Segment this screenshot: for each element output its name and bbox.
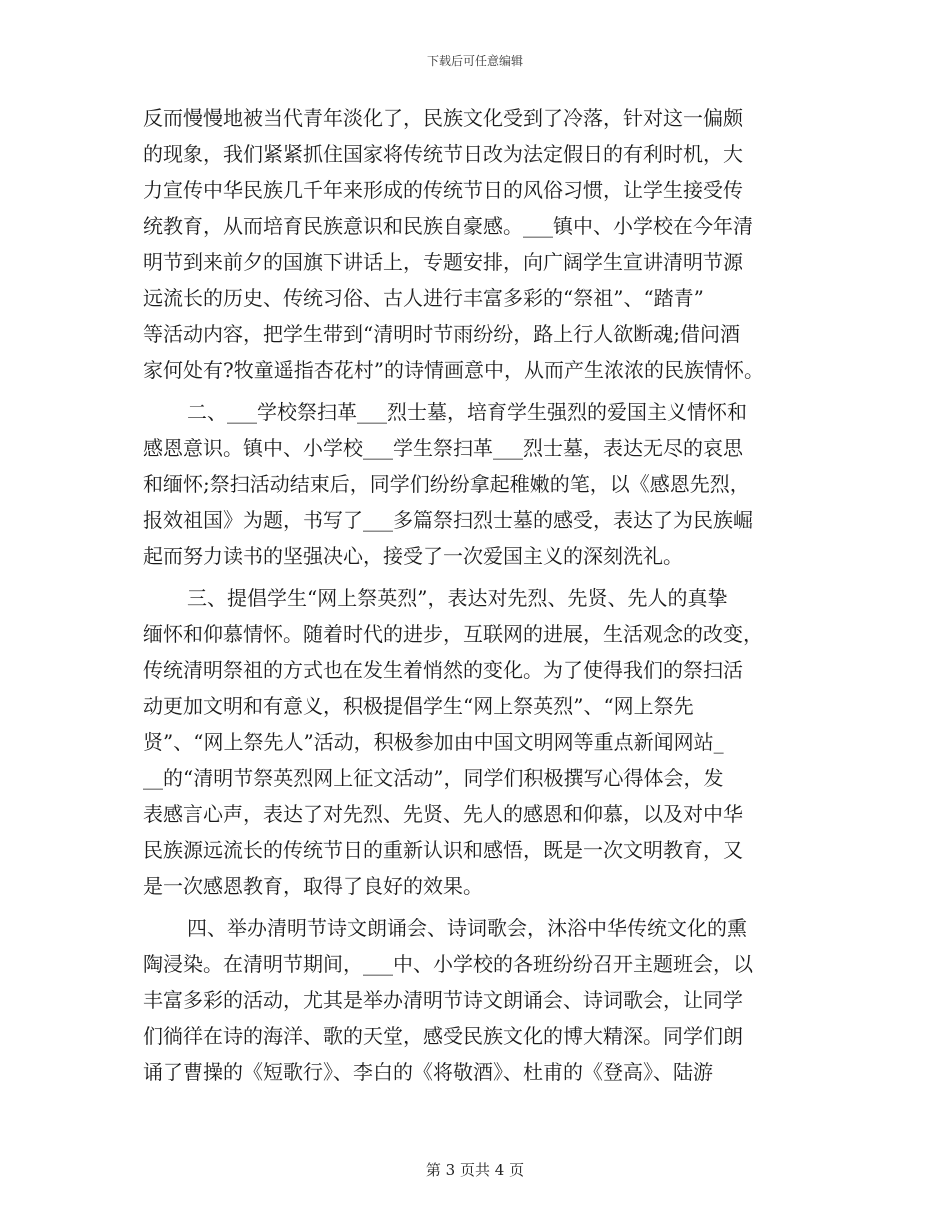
text-line: 起而努力读书的坚强决心，接受了一次爱国主义的深刻洗礼。 [143,544,683,568]
text-line: 动更加文明和有意义，积极提倡学生“网上祭英烈”、“网上祭先 [143,694,694,718]
text-line: 是一次感恩教育，取得了良好的效果。 [143,874,483,898]
text-line: 民族源远流长的传统节日的重新认识和感悟，既是一次文明教育，又 [143,838,743,862]
text-line: 贤”、“网上祭先人”活动，积极参加由中国文明网等重点新闻网站_ [143,730,724,754]
text-line: __的“清明节祭英烈网上征文活动”，同学们积极撰写心得体会，发 [143,766,724,790]
text-line: 陶浸染。在清明节期间，___中、小学校的各班纷纷召开主题班会，以 [143,952,753,976]
text-line: 和缅怀;祭扫活动结束后，同学们纷纷拿起稚嫩的笔，以《感恩先烈， [143,472,750,496]
text-line: 明节到来前夕的国旗下讲话上，专题安排，向广阔学生宣讲清明节源 [143,250,743,274]
text-line: 远流长的历史、传统习俗、古人进行丰富多彩的“祭祖”、“踏青” [143,286,704,310]
text-line: 传统清明祭祖的方式也在发生着悄然的变化。为了使得我们的祭扫活 [143,658,743,682]
text-line: 丰富多彩的活动，尤其是举办清明节诗文朗诵会、诗词歌会，让同学 [143,988,743,1012]
text-line: 力宣传中华民族几千年来形成的传统节日的风俗习惯，让学生接受传 [143,178,743,202]
document-body [143,100,807,1090]
text-line: 统教育，从而培育民族意识和民族自豪感。___镇中、小学校在今年清 [143,214,753,238]
text-line: 等活动内容，把学生带到“清明时节雨纷纷，路上行人欲断魂;借问酒 [143,322,740,346]
text-line: 的现象，我们紧紧抓住国家将传统节日改为法定假日的有利时机，大 [143,142,743,166]
text-line: 感恩意识。镇中、小学校___学生祭扫革___烈士墓，表达无尽的哀思 [143,436,743,460]
text-line: 诵了曹操的《短歌行》、李白的《将敬酒》、杜甫的《登高》、陆游 [143,1060,713,1084]
text-line: 反而慢慢地被当代青年淡化了，民族文化受到了冷落，针对这一偏颇 [143,106,743,130]
text-line: 三、提倡学生“网上祭英烈”，表达对先烈、先贤、先人的真挚 [187,586,728,610]
text-line: 表感言心声，表达了对先烈、先贤、先人的感恩和仰慕，以及对中华 [143,802,743,826]
text-line: 二、___学校祭扫革___烈士墓，培育学生强烈的爱国主义情怀和 [187,400,747,424]
text-line: 们徜徉在诗的海洋、歌的天堂，感受民族文化的博大精深。同学们朗 [143,1024,743,1048]
text-line: 缅怀和仰慕情怀。随着时代的进步，互联网的进展，生活观念的改变， [143,622,763,646]
page-header-note: 下载后可任意编辑 [426,54,523,68]
text-line: 家何处有?牧童遥指杏花村”的诗情画意中，从而产生浓浓的民族情怀。 [143,358,764,382]
text-line: 报效祖国》为题，书写了___多篇祭扫烈士墓的感受，表达了为民族崛 [143,508,753,532]
text-line: 四、举办清明节诗文朗诵会、诗词歌会，沐浴中华传统文化的熏 [187,916,747,940]
page-number: 第 3 页共 4 页 [425,1161,525,1179]
